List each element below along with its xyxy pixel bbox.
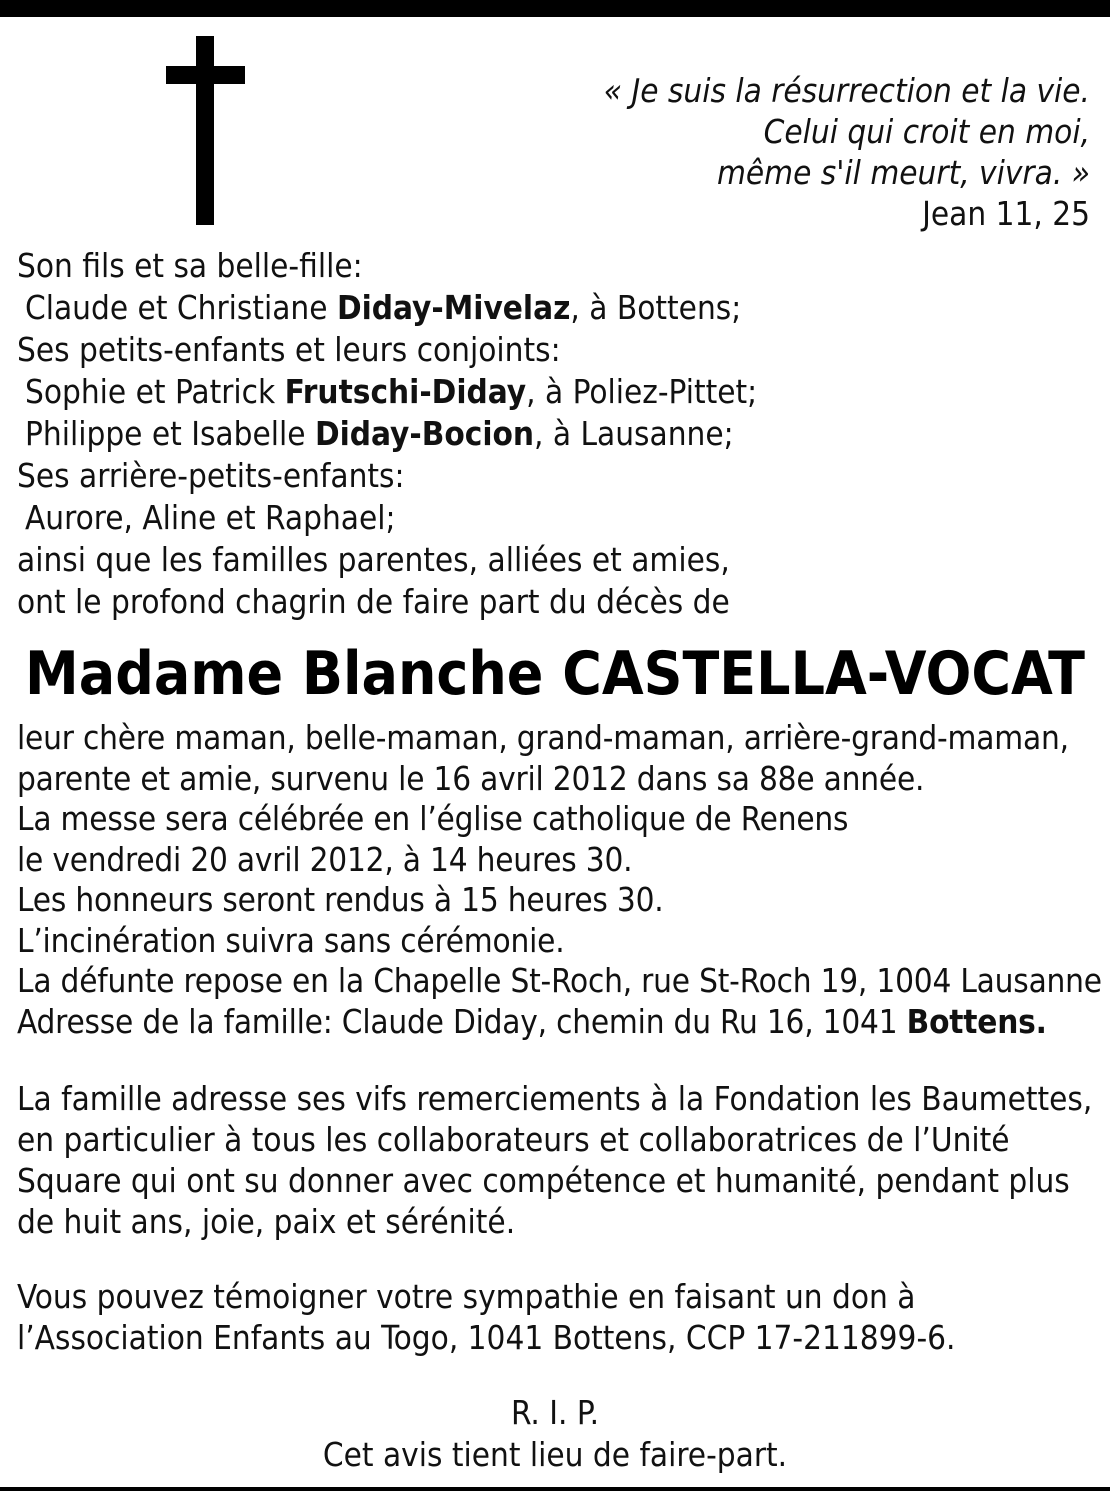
great-grandchildren-heading: Ses arrière-petits-enfants: xyxy=(17,456,405,495)
address-text: Adresse de la famille: Claude Diday, chemin du Ru 16, 1041 xyxy=(17,1001,907,1041)
funeral-details xyxy=(17,718,1102,1042)
great-grandchildren-names: Aurore, Aline et Raphael; xyxy=(25,498,396,537)
announcement-line: ont le profond chagrin de faire part du décès de xyxy=(17,582,730,621)
member-surname: Diday-Mivelaz xyxy=(336,288,571,327)
details-line: Les honneurs seront rendus à 15 heures 30. xyxy=(17,880,664,919)
member-first-names: Sophie et Patrick xyxy=(25,372,285,411)
member-place: , à Lausanne; xyxy=(534,414,734,453)
quote-reference: Jean 11, 25 xyxy=(922,194,1090,233)
quote-line: « Je suis la résurrection et la vie. xyxy=(603,71,1090,110)
quote-line: Celui qui croit en moi, xyxy=(763,112,1090,151)
grandchildren-heading: Ses petits-enfants et leurs conjoints: xyxy=(17,330,561,369)
member-first-names: Philippe et Isabelle xyxy=(25,414,315,453)
family-address xyxy=(17,1002,1102,1043)
details-line: L’incinération suivra sans cérémonie. xyxy=(17,920,565,960)
son-heading: Son fils et sa belle-fille: xyxy=(17,246,363,285)
member-surname: Frutschi-Diday xyxy=(284,372,527,411)
details-line: La messe sera célébrée en l’église catholique de Renens xyxy=(17,799,849,838)
quote-line: même s'il meurt, vivra. » xyxy=(716,153,1090,192)
thanks-line: La famille adresse ses vifs remerciements à la Fondation les Baumettes, xyxy=(17,1079,1093,1118)
thanks-line: Square qui ont su donner avec compétence et humanité, pendant plus xyxy=(17,1161,1070,1200)
details-line: La défunte repose en la Chapelle St-Roch, rue St-Roch 19, 1004 Lausanne xyxy=(17,961,1102,1000)
cross-vertical-bar xyxy=(196,36,214,225)
thanks-paragraph xyxy=(17,1078,1092,1242)
extended-family-line: ainsi que les familles parentes, alliées et amies, xyxy=(17,540,730,579)
family-member xyxy=(17,371,757,413)
member-place: , à Bottens; xyxy=(570,288,742,327)
family-member xyxy=(17,287,757,329)
donation-line: l’Association Enfants au Togo, 1041 Bottens, CCP 17-211899-6. xyxy=(17,1318,956,1357)
address-town: Bottens. xyxy=(906,1001,1047,1041)
top-border xyxy=(0,0,1110,17)
details-line: leur chère maman, belle-maman, grand-maman, arrière-grand-maman, xyxy=(17,718,1069,757)
family-member xyxy=(17,413,757,455)
member-first-names: Claude et Christiane xyxy=(25,288,337,327)
notice-text: Cet avis tient lieu de faire-part. xyxy=(322,1435,788,1474)
bottom-border xyxy=(0,1487,1110,1491)
member-surname: Diday-Bocion xyxy=(314,414,535,453)
thanks-line: en particulier à tous les collaborateurs et collaboratrices de l’Unité xyxy=(17,1120,1010,1159)
closing xyxy=(0,1392,1110,1476)
member-place: , à Poliez-Pittet; xyxy=(526,372,758,411)
thanks-line: de huit ans, joie, paix et sérénité. xyxy=(17,1202,516,1241)
deceased-name: Madame Blanche CASTELLA-VOCAT xyxy=(25,639,1085,709)
cross-horizontal-bar xyxy=(166,66,245,84)
donation-paragraph xyxy=(17,1276,955,1358)
details-line: le vendredi 20 avril 2012, à 14 heures 30. xyxy=(17,839,633,879)
donation-line: Vous pouvez témoigner votre sympathie en faisant un don à xyxy=(17,1277,916,1316)
rip-text: R. I. P. xyxy=(510,1393,600,1432)
details-line: parente et amie, survenu le 16 avril 2012 dans sa 88e année. xyxy=(17,758,925,798)
family-list xyxy=(17,245,757,623)
bible-quote xyxy=(604,70,1090,234)
